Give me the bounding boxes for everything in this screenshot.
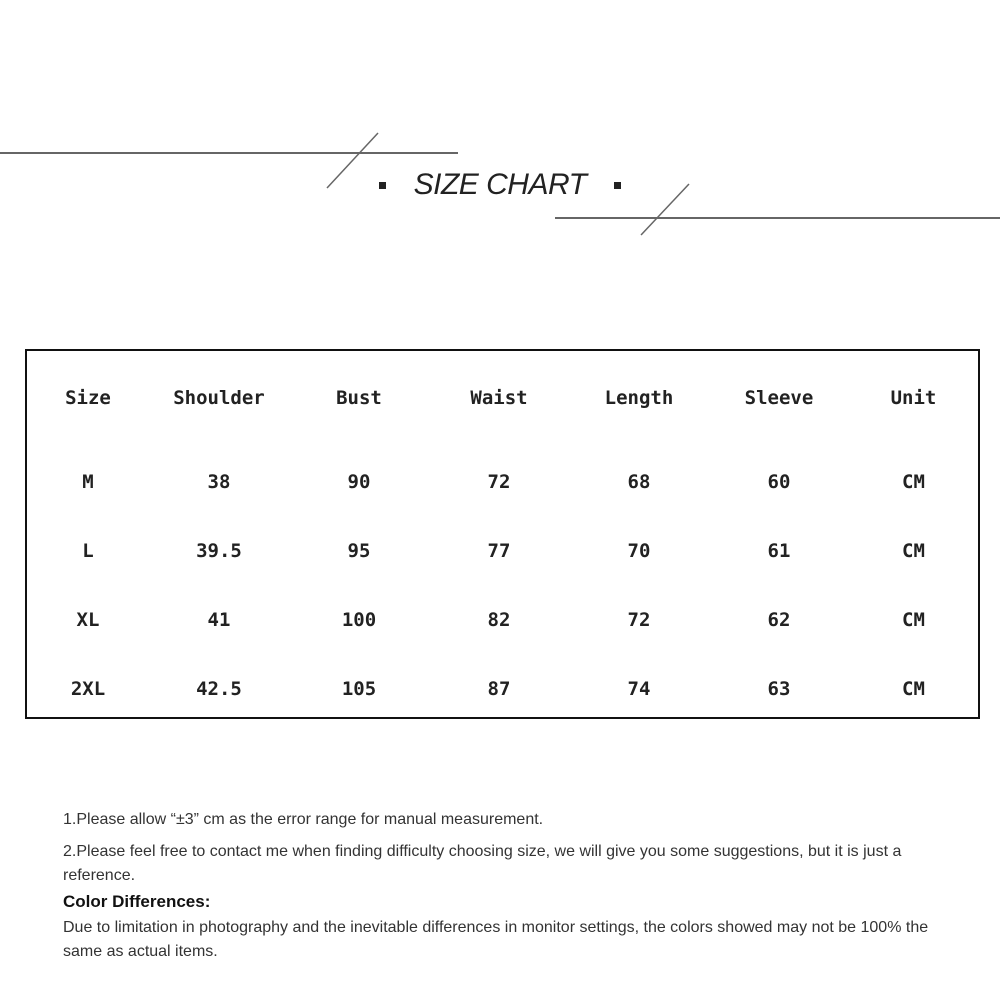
table-row <box>27 516 978 585</box>
cell-waist: 77 <box>487 539 511 562</box>
cell-size: 2XL <box>70 677 106 700</box>
cell-waist: 87 <box>487 677 511 700</box>
note-contact-seller: 2.Please feel free to contact me when finding difficulty choosing size, we will give you some suggestions, but it is just a reference. <box>63 843 902 884</box>
size-chart-box <box>25 349 980 719</box>
cell-bust: 105 <box>341 677 377 700</box>
size-table <box>27 351 978 723</box>
table-row <box>27 585 978 654</box>
table-row <box>27 654 978 723</box>
table-header-row <box>27 351 978 447</box>
cell-shoulder: 38 <box>207 470 231 493</box>
cell-bust: 100 <box>341 608 377 631</box>
header-unit: Unit <box>890 387 937 409</box>
cell-unit: CM <box>902 608 925 631</box>
note-measurement-error: 1.Please allow “±3” cm as the error range for manual measurement. <box>63 811 544 828</box>
notes-section <box>63 808 943 972</box>
cell-bust: 90 <box>347 470 371 493</box>
cell-unit: CM <box>902 539 925 562</box>
right-square-bullet-icon <box>614 182 621 189</box>
color-differences-text: Due to limitation in photography and the inevitable differences in monitor settings, the colors showed may not be 100% the same as actual items. <box>63 919 929 960</box>
cell-sleeve: 61 <box>767 539 791 562</box>
cell-size: XL <box>76 608 100 631</box>
title-row <box>0 168 1000 202</box>
cell-waist: 72 <box>487 470 511 493</box>
color-differences-heading: Color Differences: <box>63 892 211 911</box>
cell-shoulder: 39.5 <box>196 539 242 562</box>
cell-length: 70 <box>627 539 651 562</box>
page-title: SIZE CHART <box>413 168 587 201</box>
cell-length: 68 <box>627 470 651 493</box>
header-waist: Waist <box>470 387 528 409</box>
header-length: Length <box>604 387 674 409</box>
cell-shoulder: 41 <box>207 608 231 631</box>
cell-unit: CM <box>902 470 925 493</box>
cell-length: 72 <box>627 608 651 631</box>
cell-unit: CM <box>902 677 925 700</box>
table-row <box>27 447 978 516</box>
cell-length: 74 <box>627 677 651 700</box>
header-sleeve: Sleeve <box>744 387 814 409</box>
cell-bust: 95 <box>347 539 371 562</box>
header-size: Size <box>65 387 111 409</box>
header-shoulder: Shoulder <box>173 387 265 409</box>
cell-size: L <box>82 539 94 562</box>
cell-sleeve: 62 <box>767 608 791 631</box>
left-square-bullet-icon <box>379 182 386 189</box>
decorative-lines <box>0 0 1000 300</box>
header-bust: Bust <box>336 387 382 409</box>
cell-sleeve: 63 <box>767 677 791 700</box>
cell-size: M <box>82 470 94 493</box>
cell-sleeve: 60 <box>767 470 791 493</box>
cell-shoulder: 42.5 <box>196 677 242 700</box>
cell-waist: 82 <box>487 608 511 631</box>
